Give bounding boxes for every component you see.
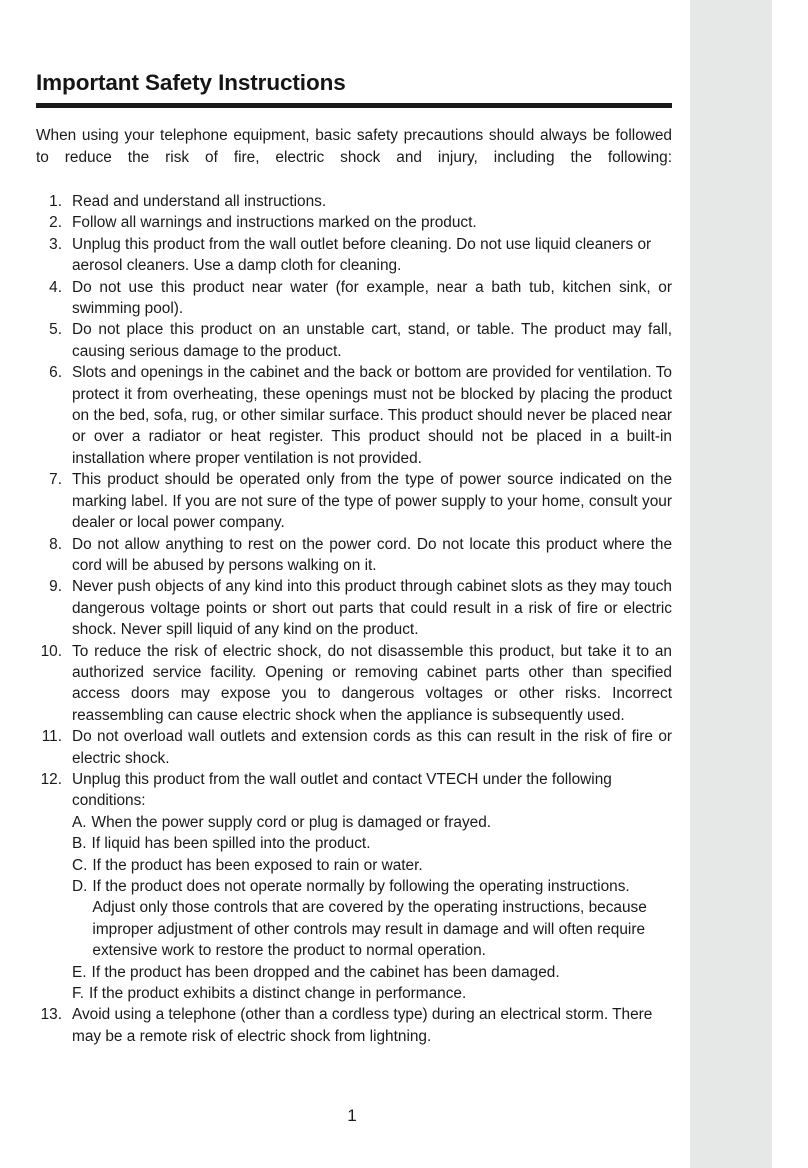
list-item-body — [72, 212, 672, 233]
list-item-body — [72, 726, 672, 769]
list-item-text: Unplug this product from the wall outlet and contact VTECH under the following conditions: — [72, 770, 612, 810]
sub-list-item-text: When the power supply cord or plug is damaged or frayed. — [91, 813, 492, 831]
list-item — [36, 534, 672, 577]
list-item-body — [72, 362, 672, 469]
list-item-text: To reduce the risk of electric shock, do not disassemble this product, but take it to an authorized service facility. Opening or removing cabinet parts other than specified access doors may expose you to dangerous voltages or other risks. Incorrect reassembling can cause electric shock when the appliance is subsequently used. — [72, 642, 672, 724]
sub-list-item-letter: E. — [72, 963, 87, 981]
list-item-body — [72, 319, 672, 362]
sub-list-item-text: If the product does not operate normally by following the operating instructions. Adjust only those controls that are covered by the operating instructions, because improper adjustment of other controls may result in damage and will often require extensive work to restore the product to normal operation. — [92, 878, 647, 960]
list-item — [36, 277, 672, 320]
list-item-text: Slots and openings in the cabinet and the back or bottom are provided for ventilation. To protect it from overheating, these openings must not be blocked by placing the product on the bed, sofa, rug, or other similar surface. This product should never be placed near or over a radiator or heat register. This product should not be placed in a built-in installation where proper ventilation is not provided. — [72, 364, 672, 467]
list-item-text: Unplug this product from the wall outlet before cleaning. Do not use liquid cleaners or aerosol cleaners. Use a damp cloth for cleaning. — [72, 235, 652, 275]
list-item — [36, 191, 672, 212]
sub-list-item — [72, 833, 672, 854]
sub-list-item-text: If the product exhibits a distinct change in performance. — [88, 985, 467, 1003]
list-item — [36, 234, 672, 277]
sub-list-item-letter: C. — [72, 856, 88, 874]
list-item-number: 6. — [49, 364, 62, 382]
sub-list-item — [72, 962, 672, 983]
list-item-text: Do not use this product near water (for example, near a bath tub, kitchen sink, or swimming pool). — [72, 278, 672, 318]
sub-list-item — [72, 983, 672, 1004]
list-item — [36, 212, 672, 233]
list-item-body — [72, 1004, 672, 1047]
sub-list-item-letter: B. — [72, 835, 87, 853]
list-item — [36, 576, 672, 640]
list-item-number: 2. — [49, 214, 62, 232]
list-item — [36, 362, 672, 469]
list-item — [36, 1004, 672, 1047]
safety-instructions-list — [36, 191, 672, 1047]
list-item — [36, 469, 672, 533]
list-item-number: 8. — [49, 535, 62, 553]
sub-list-item-text: If liquid has been spilled into the product. — [91, 835, 371, 853]
list-item-body — [72, 641, 672, 727]
list-item — [36, 641, 672, 727]
sub-list-item — [72, 812, 672, 833]
list-item — [36, 726, 672, 769]
list-item-text: Never push objects of any kind into this product through cabinet slots as they may touch dangerous voltage points or short out parts that could result in a risk of fire or electric shock. Never spill liquid of any kind on the product. — [72, 578, 672, 639]
list-item-number: 12. — [40, 770, 62, 788]
sub-list-item-letter: A. — [72, 813, 87, 831]
list-item-body — [72, 191, 672, 212]
list-item-text: Do not overload wall outlets and extension cords as this can result in the risk of fire or electric shock. — [72, 728, 672, 767]
list-item-body — [72, 277, 672, 320]
sub-list-item — [72, 855, 672, 876]
list-item-body — [72, 576, 672, 640]
list-item-text: This product should be operated only from the type of power source indicated on the marking label. If you are not sure of the type of power supply to your home, consult your dealer or local power company. — [72, 471, 672, 532]
list-item-number: 7. — [49, 471, 62, 489]
list-item — [36, 319, 672, 362]
list-item-text: Do not place this product on an unstable cart, stand, or table. The product may fall, causing serious damage to the product. — [72, 321, 672, 360]
list-item-number: 3. — [49, 235, 62, 253]
intro-paragraph: When using your telephone equipment, basic safety precautions should always be followed to reduce the risk of fire, electric shock and injury, including the following: — [36, 127, 672, 166]
list-item-text: Follow all warnings and instructions marked on the product. — [72, 214, 477, 232]
list-item-number: 5. — [49, 321, 62, 339]
sub-list — [72, 812, 672, 1005]
sub-list-item — [72, 876, 672, 962]
list-item-number: 10. — [40, 642, 62, 660]
list-item-text: Do not allow anything to rest on the power cord. Do not locate this product where the cord will be abused by persons walking on it. — [72, 535, 672, 574]
list-item — [36, 769, 672, 1004]
sub-list-item-text: If the product has been exposed to rain or water. — [92, 856, 423, 874]
scan-edge-strip — [690, 0, 772, 1168]
list-item-text: Read and understand all instructions. — [72, 193, 327, 210]
page-title: Important Safety Instructions — [36, 70, 346, 95]
list-item-body — [72, 234, 672, 277]
list-item-body — [72, 534, 672, 577]
list-item-number: 11. — [41, 728, 62, 746]
list-item-text: Avoid using a telephone (other than a cordless type) during an electrical storm. There may be a remote risk of electric shock from lightning. — [72, 1006, 653, 1045]
list-item-number: 4. — [49, 278, 62, 296]
sub-list-item-text: If the product has been dropped and the cabinet has been damaged. — [91, 963, 560, 981]
sub-list-item-letter: D. — [72, 878, 88, 895]
list-item-number: 1. — [49, 193, 62, 210]
list-item-body — [72, 469, 672, 533]
page-number: 1 — [347, 1106, 357, 1125]
list-item-number: 13. — [40, 1006, 62, 1024]
list-item-number: 9. — [49, 578, 62, 596]
sub-list-item-letter: F. — [72, 985, 84, 1003]
list-item-body — [72, 769, 672, 1004]
title-divider-rule — [36, 103, 672, 108]
